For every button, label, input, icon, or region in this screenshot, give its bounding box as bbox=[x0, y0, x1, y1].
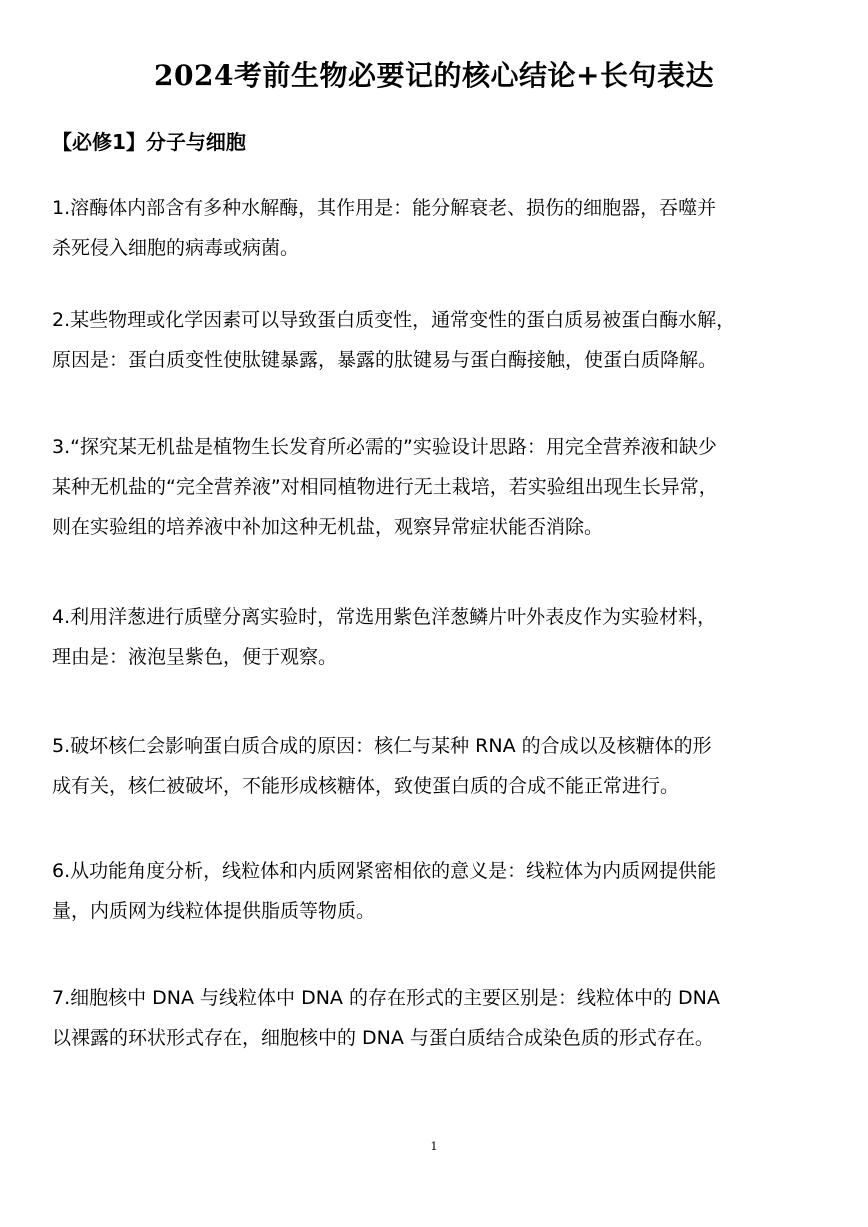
item-line: 量，内质网为线粒体提供脂质等物质。 bbox=[52, 900, 376, 922]
item-line: 杀死侵入细胞的病毒或病菌。 bbox=[52, 237, 300, 259]
list-item bbox=[52, 726, 820, 806]
item-line: 3.“探究某无机盐是植物生长发育所必需的”实验设计思路：用完全营养液和缺少 bbox=[52, 436, 717, 458]
item-line: 成有关，核仁被破坏，不能形成核糖体，致使蛋白质的合成不能正常进行。 bbox=[52, 775, 680, 797]
list-item bbox=[52, 978, 820, 1058]
item-line: 则在实验组的培养液中补加这种无机盐，观察异常症状能否消除。 bbox=[52, 516, 604, 538]
item-line: 6.从功能角度分析，线粒体和内质网紧密相依的意义是：线粒体为内质网提供能 bbox=[52, 860, 717, 882]
item-line: 5.破坏核仁会影响蛋白质合成的原因：核仁与某种 RNA 的合成以及核糖体的形 bbox=[52, 735, 712, 757]
document-title: 2024考前生物必要记的核心结论+长句表达 bbox=[154, 59, 714, 92]
list-item bbox=[52, 300, 820, 380]
item-line: 7.细胞核中 DNA 与线粒体中 DNA 的存在形式的主要区别是：线粒体中的 DNA bbox=[52, 987, 720, 1009]
item-line: 1.溶酶体内部含有多种水解酶，其作用是：能分解衰老、损伤的细胞器，吞噬并 bbox=[52, 197, 717, 219]
section-heading: 【必修1】分子与细胞 bbox=[52, 130, 246, 154]
list-item bbox=[52, 851, 820, 931]
item-line: 某种无机盐的“完全营养液”对相同植物进行无土栽培，若实验组出现生长异常， bbox=[52, 476, 718, 498]
item-line: 2.某些物理或化学因素可以导致蛋白质变性，通常变性的蛋白质易被蛋白酶水解， bbox=[52, 309, 736, 331]
item-line: 理由是：液泡呈紫色，便于观察。 bbox=[52, 646, 338, 668]
item-line: 原因是：蛋白质变性使肽键暴露，暴露的肽键易与蛋白酶接触，使蛋白质降解。 bbox=[52, 349, 718, 371]
item-line: 以裸露的环状形式存在，细胞核中的 DNA 与蛋白质结合成染色质的形式存在。 bbox=[52, 1027, 714, 1049]
list-item bbox=[52, 188, 820, 268]
item-line: 4.利用洋葱进行质壁分离实验时，常选用紫色洋葱鳞片叶外表皮作为实验材料， bbox=[52, 606, 717, 628]
list-item bbox=[52, 597, 820, 677]
page-number: 1 bbox=[430, 1140, 438, 1153]
list-item bbox=[52, 427, 820, 547]
